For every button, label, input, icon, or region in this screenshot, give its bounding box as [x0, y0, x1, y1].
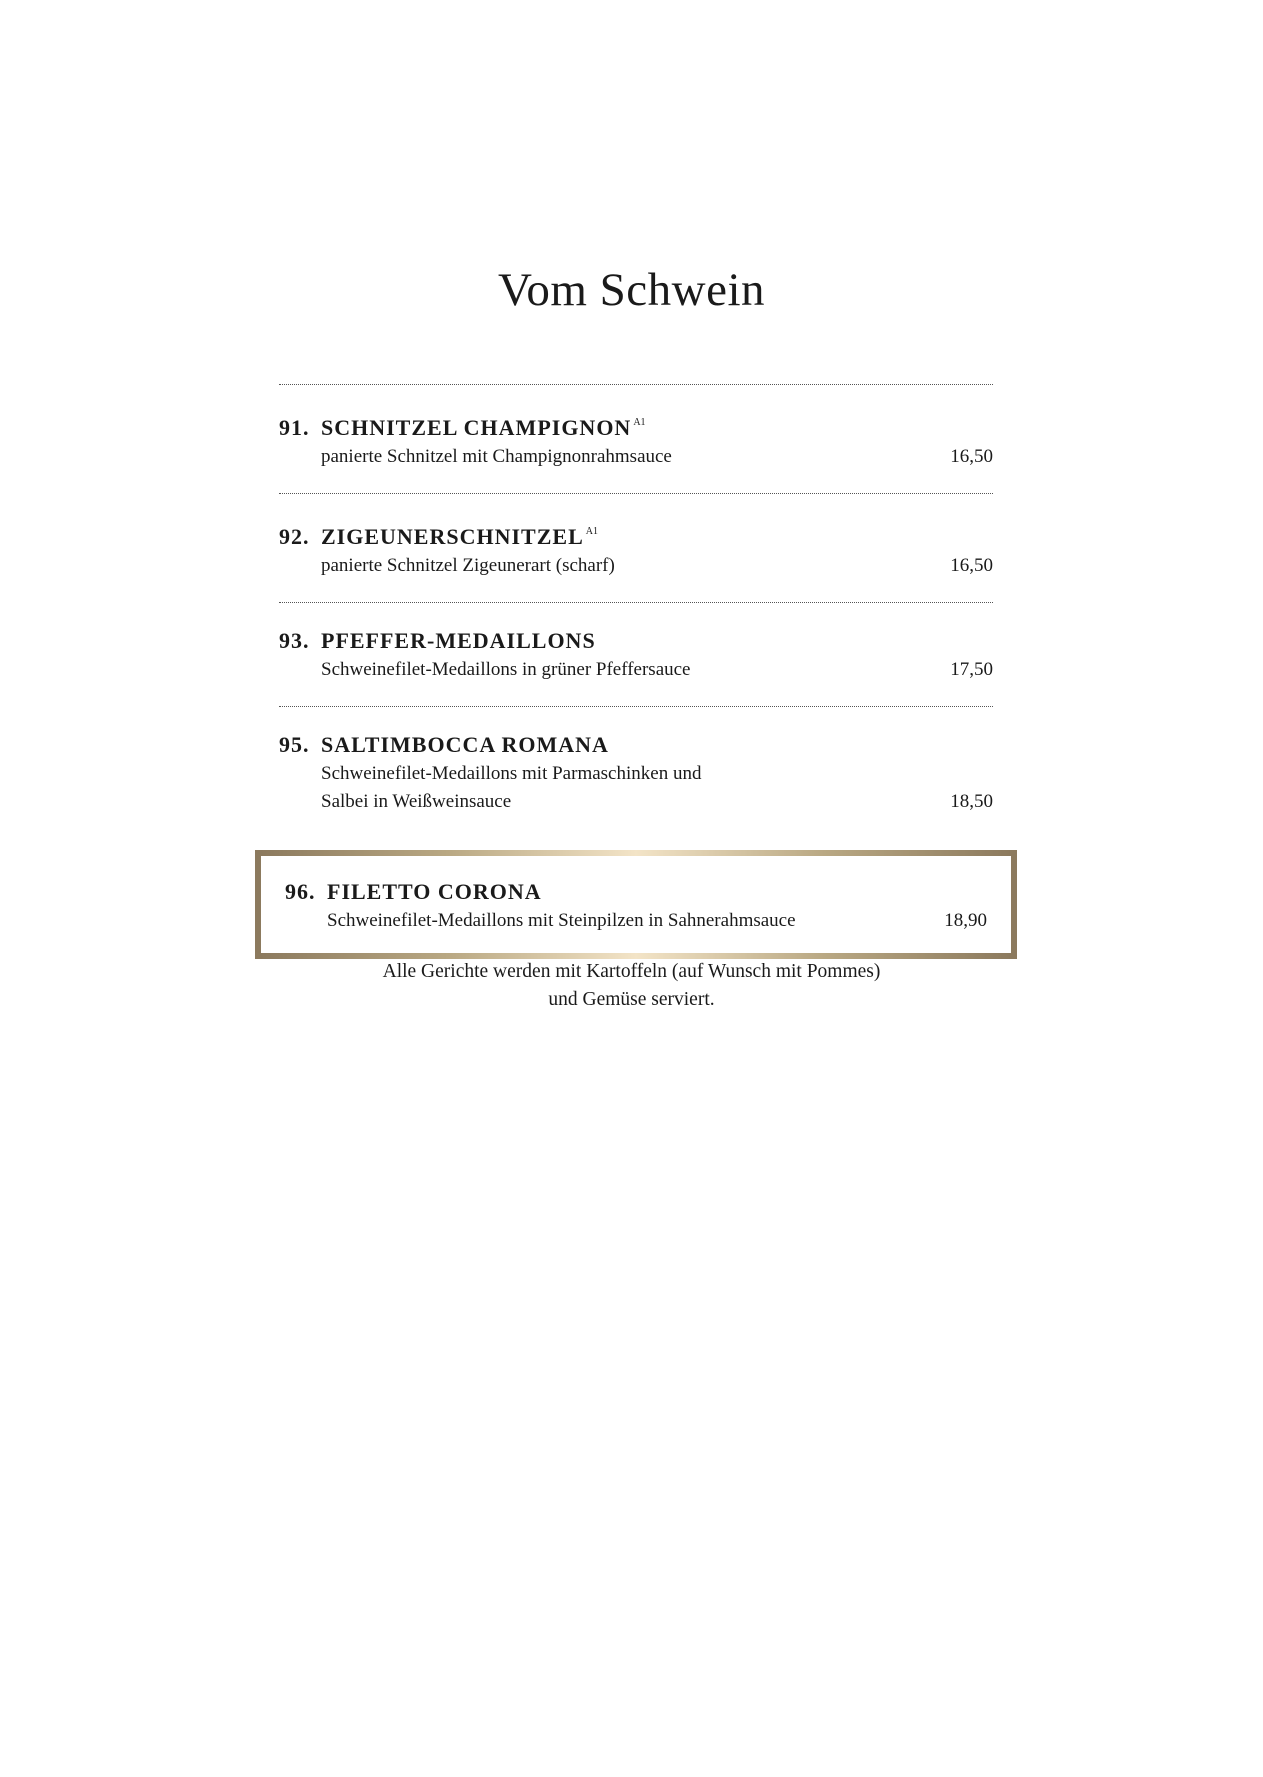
item-number: 91.	[279, 415, 310, 440]
item-price: 17,50	[950, 659, 993, 680]
item-name: PFEFFER-MEDAILLONS	[321, 628, 596, 653]
footer-line: Alle Gerichte werden mit Kartoffeln (auf Wunsch mit Pommes)	[382, 961, 881, 982]
menu-item	[279, 603, 993, 706]
item-price: 18,90	[944, 910, 987, 931]
allergen-mark: A1	[633, 417, 646, 428]
item-description: Schweinefilet-Medaillons mit Steinpilzen in Sahnerahmsauce	[327, 910, 796, 931]
item-number: 92.	[279, 524, 310, 549]
item-description: panierte Schnitzel Zigeunerart (scharf)	[321, 555, 615, 576]
item-number: 96.	[285, 879, 316, 904]
item-description	[321, 760, 701, 816]
footer-line: und Gemüse serviert.	[548, 989, 715, 1010]
item-number: 95.	[279, 732, 310, 757]
item-description: Schweinefilet-Medaillons in grüner Pfeffersauce	[321, 659, 691, 680]
footer-note	[0, 958, 1263, 1014]
menu-item	[279, 707, 993, 838]
item-name: SCHNITZEL CHAMPIGNON $^{A1}$	[321, 415, 646, 440]
page-title: Vom Schwein	[497, 264, 766, 316]
featured-menu-item	[255, 850, 1017, 959]
item-description: panierte Schnitzel mit Champignonrahmsauce	[321, 446, 672, 467]
item-name: FILETTO CORONA	[327, 879, 542, 904]
item-price: 16,50	[950, 446, 993, 467]
item-description-line: Schweinefilet-Medaillons mit Parmaschinken und	[321, 763, 702, 784]
menu-item	[279, 494, 993, 602]
item-description-line: Salbei in Weißweinsauce	[321, 791, 512, 812]
menu-list	[279, 384, 993, 959]
item-name: ZIGEUNERSCHNITZEL $^{A1}$	[321, 524, 598, 549]
allergen-mark: A1	[585, 526, 598, 537]
menu-item	[279, 385, 993, 493]
item-name: SALTIMBOCCA ROMANA	[321, 732, 609, 757]
item-number: 93.	[279, 628, 310, 653]
item-price: 18,50	[950, 791, 993, 812]
item-price: 16,50	[950, 555, 993, 576]
